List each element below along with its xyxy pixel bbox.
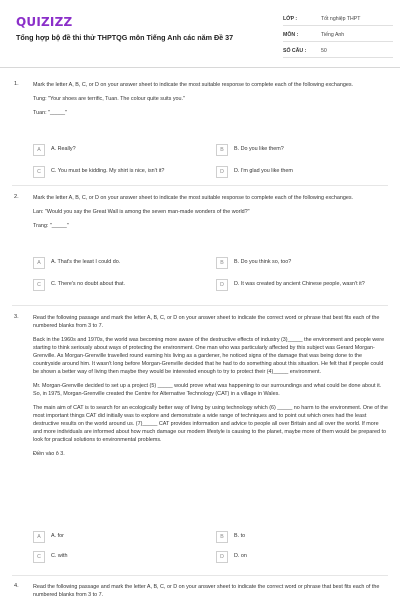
meta-row-class — [283, 13, 393, 26]
quizizz-logo: QUIZIZZ — [16, 15, 73, 29]
option-c[interactable] — [33, 279, 213, 293]
meta-value: Tốt nghiệp THPT — [321, 16, 361, 22]
question-prompt: Điền vào ô 3. — [33, 451, 65, 457]
option-letter: A — [33, 257, 45, 269]
option-letter: D — [216, 279, 228, 291]
option-text: A. That's the least I could do. — [51, 259, 121, 265]
option-text: A. Really? — [51, 146, 76, 152]
worksheet-header — [0, 0, 400, 68]
question-text — [33, 314, 388, 464]
passage-paragraph: The main aim of CAT is to search for an ecologically better way of living by using technology which (6) _____ no harm to the environment. One of the most important things CAT did initially was to explore and demonstrate a wide range of techniques and to point out which ones had the least destructive results on the world around us. (7)_____ CAT provides information and advice to people all over Britain and all over the world. If more and more individuals are informed about how much damage our modern lifestyle is causing to the planet, maybe more of them would be prepared to look for practical solutions to environmental problems. — [33, 405, 388, 443]
question-line: Tung: "Your shoes are terrific, Tuan. The colour quite suits you." — [33, 96, 185, 102]
option-letter: C — [33, 279, 45, 291]
option-text: C. You must be kidding. My shirt is nice, isn't it? — [51, 168, 165, 174]
passage-paragraph: Mr. Morgan-Grenville decided to set up a project (5) _____ would prove what was happening to our surroundings and what could be done about it. So, in 1975, Morgan-Grenville created the Centre for Alternative Technology (CAT) in a village in Wales. — [33, 383, 382, 397]
option-c[interactable] — [33, 551, 213, 565]
divider — [12, 575, 388, 576]
option-text: A. for — [51, 533, 64, 539]
divider — [12, 185, 388, 186]
divider — [12, 305, 388, 306]
meta-value: Tiếng Anh — [321, 32, 345, 38]
meta-row-subject — [283, 29, 393, 42]
question-line: Lan: "Would you say the Great Wall is among the seven man-made wonders of the world?" — [33, 209, 250, 215]
question-text — [33, 583, 388, 600]
question-text — [33, 194, 388, 236]
option-letter: B — [216, 144, 228, 156]
option-letter: D — [216, 551, 228, 563]
page-title: Tổng hợp bộ đề thi thử THPTQG môn Tiếng Anh các năm Đề 37 — [16, 33, 234, 42]
option-c[interactable] — [33, 166, 213, 180]
option-b[interactable] — [216, 257, 396, 271]
option-d[interactable] — [216, 279, 396, 293]
question-number: 3. — [14, 314, 19, 320]
passage-paragraph: Back in the 1960s and 1970s, the world was becoming more aware of the destructive effects of industry (3)_____ the environment and people were starting to think seriously about ways of protecting the environment. One man who was particularly affected by this subject was Gerard Morgan-Grenville. As Morgan-Grenville travelled round earning his living as a gardener, he noticed signs of the damage that was being done to the countryside around him. It wasn't long before Morgan-Grenville decided that he had to do something about this situation. He felt that if people could be shown a better way of living then maybe they would be interested enough to try to protect their (4)_____ environment. — [33, 337, 385, 375]
option-letter: B — [216, 531, 228, 543]
option-letter: C — [33, 551, 45, 563]
question-number: 1. — [14, 81, 19, 87]
option-a[interactable] — [33, 144, 213, 158]
option-text: B. Do you think so, too? — [234, 259, 292, 265]
meta-row-count — [283, 45, 393, 58]
option-b[interactable] — [216, 531, 396, 545]
question-instruction: Mark the letter A, B, C, or D on your answer sheet to indicate the most suitable response to complete each of the following exchanges. — [33, 195, 354, 201]
option-text: C. with — [51, 553, 68, 559]
option-letter: C — [33, 166, 45, 178]
question-instruction: Read the following passage and mark the letter A, B, C, or D on your answer sheet to indicate the correct word or phrase that best fits each of the numbered blanks from 3 to 7. — [33, 315, 380, 329]
question-number: 4. — [14, 583, 19, 589]
question-line: Tuan: "_____" — [33, 110, 67, 116]
option-d[interactable] — [216, 551, 396, 565]
question-text — [33, 81, 388, 123]
question-line: Trang: "_____" — [33, 223, 69, 229]
option-text: D. on — [234, 553, 247, 559]
question-instruction: Mark the letter A, B, C, or D on your answer sheet to indicate the most suitable response to complete each of the following exchanges. — [33, 82, 354, 88]
option-text: D. I'm glad you like them — [234, 168, 293, 174]
option-a[interactable] — [33, 531, 213, 545]
question-number: 2. — [14, 194, 19, 200]
option-letter: A — [33, 144, 45, 156]
option-a[interactable] — [33, 257, 213, 271]
option-d[interactable] — [216, 166, 396, 180]
meta-label: SỐ CÂU : — [283, 48, 307, 54]
option-letter: D — [216, 166, 228, 178]
meta-label: LỚP : — [283, 16, 298, 22]
meta-table — [283, 13, 393, 61]
option-text: C. There's no doubt about that. — [51, 281, 126, 287]
option-text: D. It was created by ancient Chinese people, wasn't it? — [234, 281, 365, 287]
question-instruction: Read the following passage and mark the letter A, B, C, or D on your answer sheet to indicate the correct word or phrase that best fits each of the numbered blanks from 3 to 7. — [33, 584, 380, 598]
meta-value: 50 — [321, 48, 327, 54]
meta-label: MÔN : — [283, 32, 299, 38]
option-text: B. Do you like them? — [234, 146, 284, 152]
option-letter: A — [33, 531, 45, 543]
option-text: B. to — [234, 533, 246, 539]
option-letter: B — [216, 257, 228, 269]
option-b[interactable] — [216, 144, 396, 158]
